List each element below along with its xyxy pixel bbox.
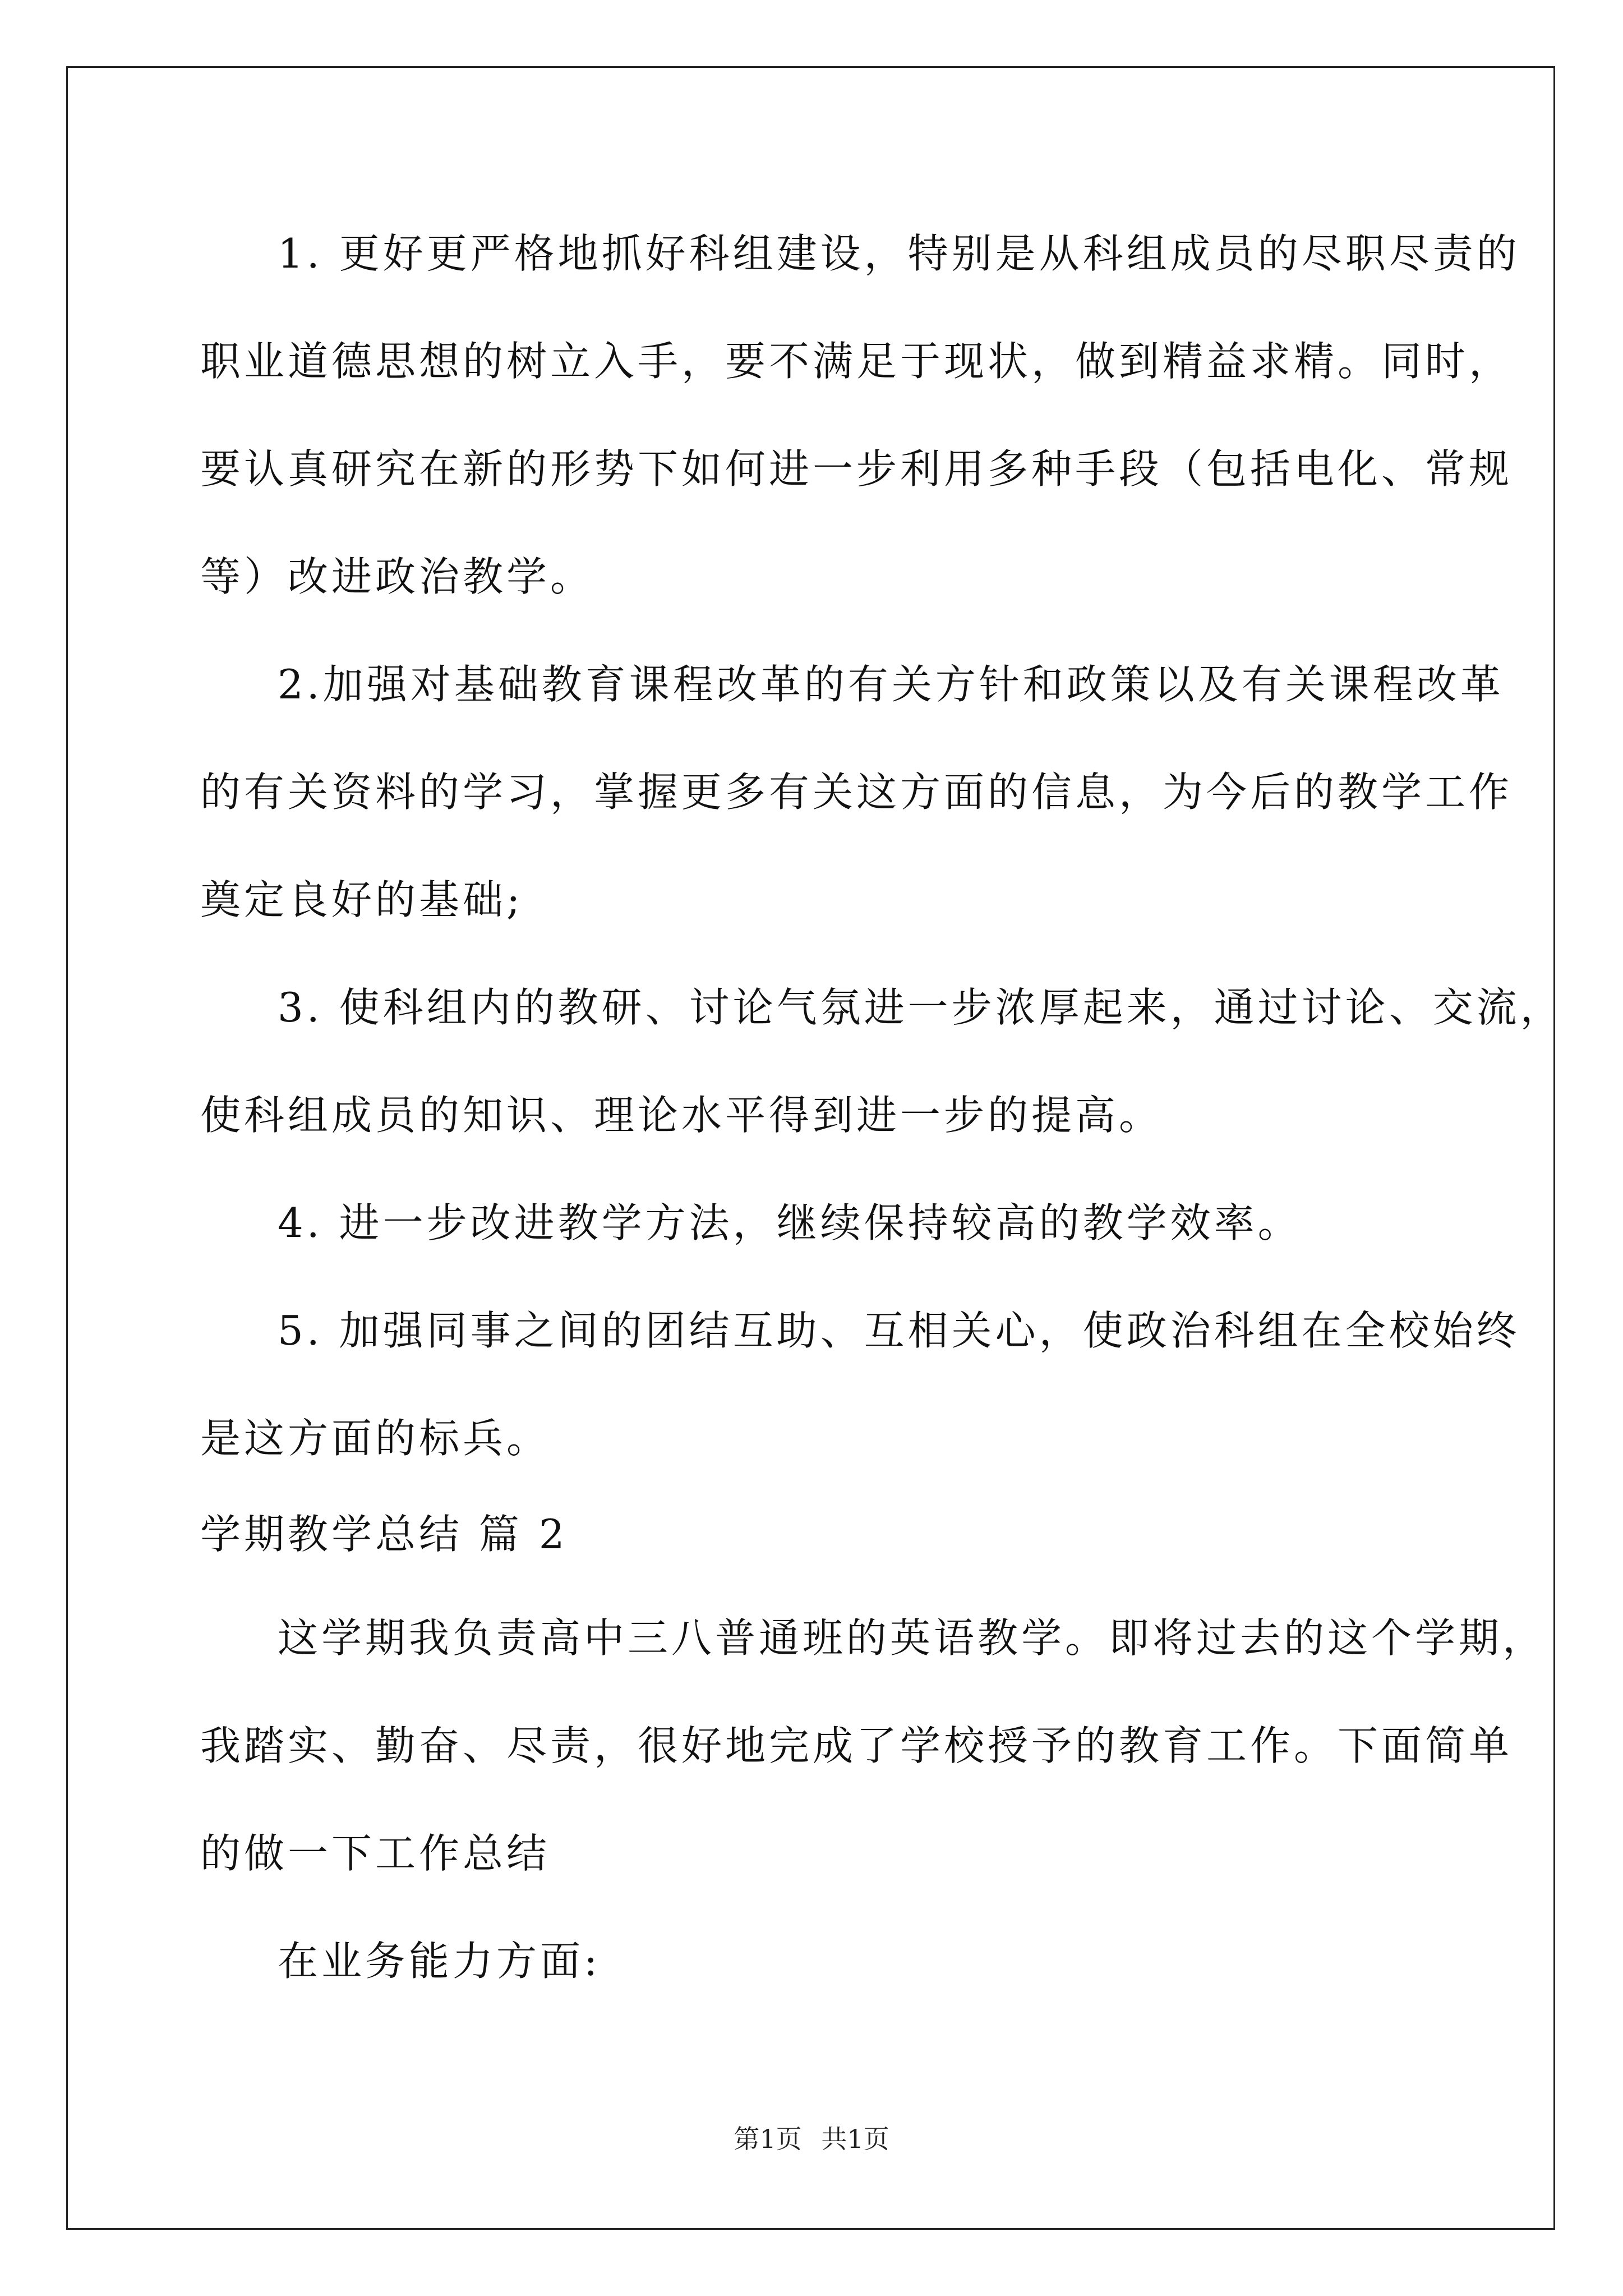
paragraph-3-line-2: 使科组成员的知识、理论水平得到进一步的提高。 (200, 1092, 1163, 1139)
paragraph-2-line-3: 奠定良好的基础; (200, 876, 524, 923)
paragraph-5-line-1: 5. 加强同事之间的团结互助、互相关心，使政治科组在全校始终 (278, 1307, 1520, 1354)
paragraph-1-line-4: 等）改进政治教学。 (200, 553, 594, 600)
paragraph-6-line-1: 这学期我负责高中三八普通班的英语教学。即将过去的这个学期， (278, 1614, 1547, 1662)
paragraph-2-line-1: 2.加强对基础教育课程改革的有关方针和政策以及有关课程改革 (278, 661, 1504, 708)
paragraph-7-line-1: 在业务能力方面: (278, 1938, 601, 1985)
paragraph-1-line-3: 要认真研究在新的形势下如何进一步利用多种手段（包括电化、常规 (200, 445, 1513, 493)
paragraph-1-line-1: 1. 更好更严格地抓好科组建设，特别是从科组成员的尽职尽责的 (278, 230, 1520, 277)
page-number-current: 第1页 (734, 2124, 802, 2154)
paragraph-1-line-2: 职业道德思想的树立入手，要不满足于现状，做到精益求精。同时， (200, 338, 1513, 385)
paragraph-4-line-1: 4. 进一步改进教学方法，继续保持较高的教学效率。 (278, 1199, 1302, 1246)
paragraph-6-line-2: 我踏实、勤奋、尽责，很好地完成了学校授予的教育工作。下面简单 (200, 1722, 1513, 1769)
paragraph-2-line-2: 的有关资料的学习，掌握更多有关这方面的信息，为今后的教学工作 (200, 769, 1513, 816)
section-heading: 学期教学总结 篇 2 (200, 1511, 568, 1558)
page-border (66, 66, 1564, 2230)
paragraph-6-line-3: 的做一下工作总结 (200, 1830, 551, 1877)
paragraph-3-line-1: 3. 使科组内的教研、讨论气氛进一步浓厚起来，通过讨论、交流， (278, 984, 1564, 1031)
paragraph-5-line-2: 是这方面的标兵。 (200, 1415, 551, 1462)
page-number-total: 共1页 (821, 2124, 889, 2154)
page-footer (0, 2122, 1623, 2156)
